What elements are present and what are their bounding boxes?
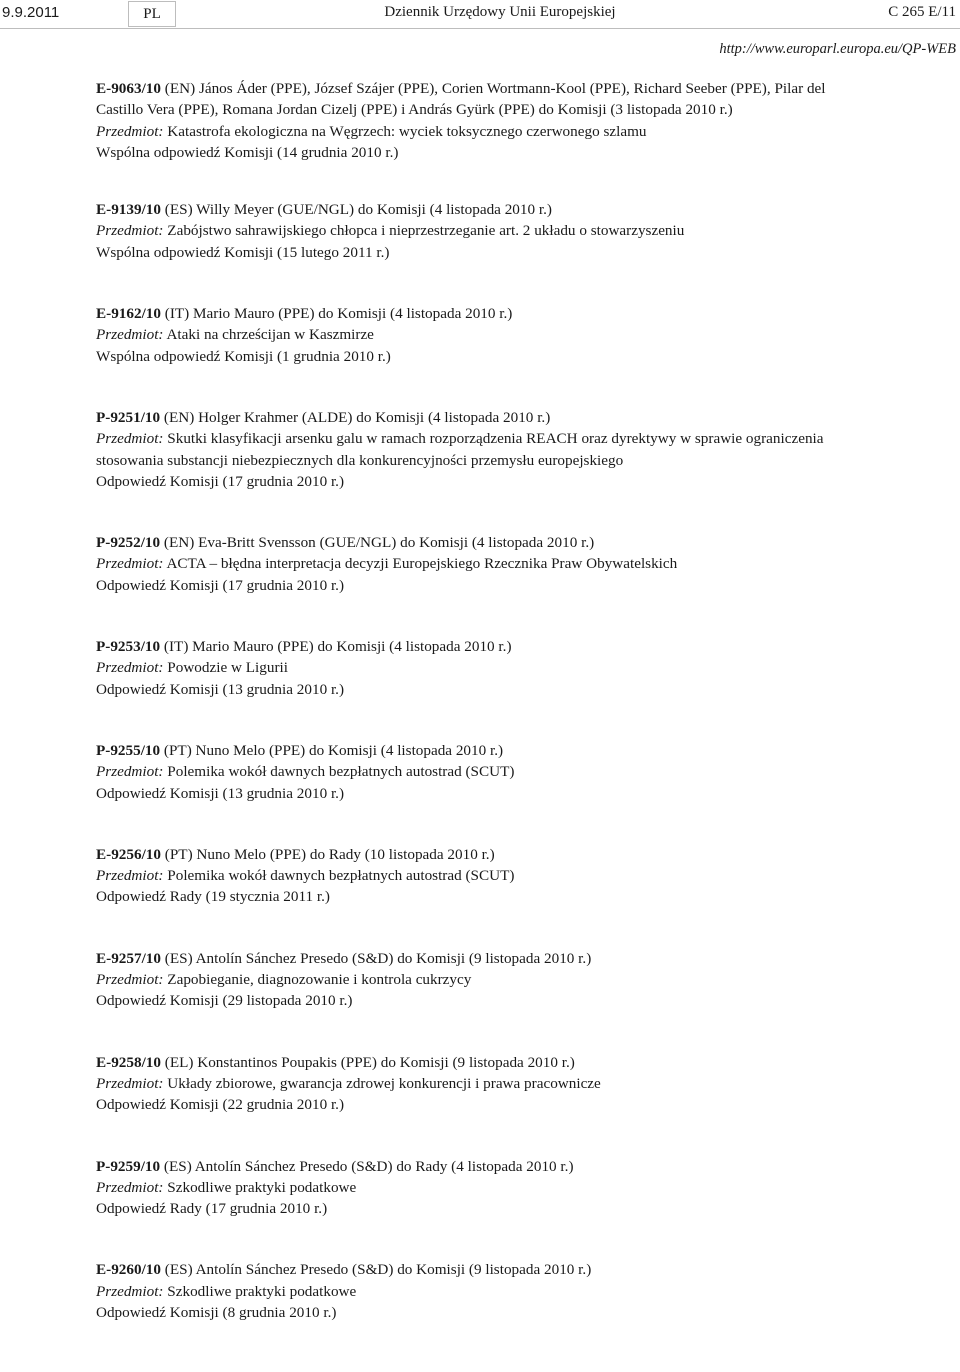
question-entry xyxy=(96,78,856,163)
question-heading xyxy=(96,78,856,121)
question-authors: (ES) Antolín Sánchez Presedo (S&D) do Komisji (9 listopada 2010 r.) xyxy=(160,1261,592,1279)
question-entry xyxy=(96,1259,856,1323)
question-ref: E-9258/10 xyxy=(96,1053,161,1071)
subject-text: Szkodliwe praktyki podatkowe xyxy=(163,1282,357,1300)
subject-text: Układy zbiorowe, gwarancja zdrowej konkurencji i prawa pracownicze xyxy=(163,1074,601,1092)
question-subject xyxy=(96,1073,856,1094)
answer-line: Wspólna odpowiedź Komisji (1 grudnia 2010 r.) xyxy=(96,347,391,365)
answer-line: Odpowiedź Komisji (13 grudnia 2010 r.) xyxy=(96,680,345,698)
answer-line: Wspólna odpowiedź Komisji (15 lutego 2011 r.) xyxy=(96,243,390,261)
question-ref: P-9253/10 xyxy=(96,638,161,656)
subject-text: Skutki klasyfikacji arsenku galu w ramach rozporządzenia REACH oraz dyrektywy w sprawie ograniczenia stosowania substancji niebezpiecznych dla konkurencyjności przemysłu europejskiego xyxy=(96,430,824,469)
subject-label: Przedmiot: xyxy=(96,867,164,885)
question-subject xyxy=(96,324,856,345)
question-subject xyxy=(96,121,856,142)
subject-label: Przedmiot: xyxy=(96,430,164,448)
question-subject xyxy=(96,969,856,990)
question-authors: (EN) János Áder (PPE), József Szájer (PPE), Corien Wortmann-Kool (PPE), Richard Seeber (PPE), Pilar del Castillo Vera (PPE), Romana Jordan Cizelj (PPE) i András Gyürk (PPE) do Komisji (3 listopada 2010 r.) xyxy=(96,80,826,119)
question-ref: E-9162/10 xyxy=(96,305,161,323)
subject-text: Katastrofa ekologiczna na Węgrzech: wyciek toksycznego czerwonego szlamu xyxy=(163,122,647,140)
question-heading xyxy=(96,1156,856,1177)
question-ref: P-9255/10 xyxy=(96,741,161,759)
answer-line: Odpowiedź Rady (17 grudnia 2010 r.) xyxy=(96,1200,328,1218)
question-ref: E-9260/10 xyxy=(96,1261,161,1279)
subject-label: Przedmiot: xyxy=(96,555,164,573)
journal-title: Dziennik Urzędowy Unii Europejskiej xyxy=(384,4,616,20)
question-authors: (IT) Mario Mauro (PPE) do Komisji (4 listopada 2010 r.) xyxy=(160,305,513,323)
question-ref: E-9063/10 xyxy=(96,80,161,97)
question-heading xyxy=(96,844,856,865)
question-entry xyxy=(96,1052,856,1116)
question-subject xyxy=(96,1281,856,1302)
subject-label: Przedmiot: xyxy=(96,1074,164,1092)
question-authors: (EN) Eva-Britt Svensson (GUE/NGL) do Komisji (4 listopada 2010 r.) xyxy=(160,534,595,552)
answer-line: Odpowiedź Komisji (22 grudnia 2010 r.) xyxy=(96,1096,345,1114)
question-ref: E-9257/10 xyxy=(96,949,161,967)
subject-text: Powodzie w Ligurii xyxy=(163,659,288,677)
question-entry xyxy=(96,844,856,908)
question-entry xyxy=(96,1156,856,1220)
page-header xyxy=(0,0,960,30)
question-authors: (EN) Holger Krahmer (ALDE) do Komisji (4 listopada 2010 r.) xyxy=(160,408,551,426)
question-ref: E-9139/10 xyxy=(96,201,161,219)
question-authors: (IT) Mario Mauro (PPE) do Komisji (4 listopada 2010 r.) xyxy=(160,638,512,656)
subject-label: Przedmiot: xyxy=(96,971,164,989)
question-subject xyxy=(96,428,856,471)
question-entry xyxy=(96,199,856,263)
header-rule xyxy=(0,28,960,29)
subject-text: Ataki na chrześcijan w Kaszmirze xyxy=(163,326,374,344)
language-box: PL xyxy=(128,1,176,27)
question-subject xyxy=(96,553,856,574)
publication-date: 9.9.2011 xyxy=(2,4,60,21)
question-entry xyxy=(96,636,856,700)
subject-label: Przedmiot: xyxy=(96,222,164,240)
page-reference: C 265 E/11 xyxy=(888,4,956,20)
subject-label: Przedmiot: xyxy=(96,1178,164,1196)
question-heading xyxy=(96,636,856,657)
subject-text: ACTA – błędna interpretacja decyzji Europejskiego Rzecznika Praw Obywatelskich xyxy=(163,555,678,573)
answer-line: Odpowiedź Komisji (8 grudnia 2010 r.) xyxy=(96,1303,337,1321)
questions-list xyxy=(96,78,856,1363)
question-authors: (EL) Konstantinos Poupakis (PPE) do Komisji (9 listopada 2010 r.) xyxy=(160,1053,575,1071)
subject-text: Zabójstwo sahrawijskiego chłopca i nieprzestrzeganie art. 2 układu o stowarzyszeniu xyxy=(163,222,685,240)
question-entry xyxy=(96,303,856,367)
question-heading xyxy=(96,199,856,220)
subject-text: Polemika wokół dawnych bezpłatnych autostrad (SCUT) xyxy=(163,867,515,885)
question-subject xyxy=(96,657,856,678)
question-heading xyxy=(96,1052,856,1073)
question-authors: (PT) Nuno Melo (PPE) do Komisji (4 listopada 2010 r.) xyxy=(160,741,504,759)
source-url: http://www.europarl.europa.eu/QP-WEB xyxy=(719,41,956,57)
question-ref: P-9251/10 xyxy=(96,408,161,426)
answer-line: Odpowiedź Komisji (29 listopada 2010 r.) xyxy=(96,992,353,1010)
question-authors: (PT) Nuno Melo (PPE) do Rady (10 listopada 2010 r.) xyxy=(160,845,495,863)
question-heading xyxy=(96,948,856,969)
subject-label: Przedmiot: xyxy=(96,122,164,140)
question-authors: (ES) Antolín Sánchez Presedo (S&D) do Komisji (9 listopada 2010 r.) xyxy=(160,949,592,967)
answer-line: Odpowiedź Komisji (17 grudnia 2010 r.) xyxy=(96,576,345,594)
question-authors: (ES) Willy Meyer (GUE/NGL) do Komisji (4 listopada 2010 r.) xyxy=(160,201,552,219)
question-authors: (ES) Antolín Sánchez Presedo (S&D) do Rady (4 listopada 2010 r.) xyxy=(160,1157,574,1175)
answer-line: Odpowiedź Komisji (17 grudnia 2010 r.) xyxy=(96,472,345,490)
question-ref: P-9259/10 xyxy=(96,1157,161,1175)
subject-label: Przedmiot: xyxy=(96,1282,164,1300)
question-entry xyxy=(96,532,856,596)
question-subject xyxy=(96,1177,856,1198)
question-subject xyxy=(96,865,856,886)
question-ref: P-9252/10 xyxy=(96,534,161,552)
question-heading xyxy=(96,303,856,324)
answer-line: Odpowiedź Komisji (13 grudnia 2010 r.) xyxy=(96,784,345,802)
subject-text: Polemika wokół dawnych bezpłatnych autostrad (SCUT) xyxy=(163,763,515,781)
subject-label: Przedmiot: xyxy=(96,326,164,344)
question-subject xyxy=(96,220,856,241)
question-ref: E-9256/10 xyxy=(96,845,161,863)
question-entry xyxy=(96,740,856,804)
question-heading xyxy=(96,1259,856,1280)
question-heading xyxy=(96,740,856,761)
question-entry xyxy=(96,407,856,492)
answer-line: Wspólna odpowiedź Komisji (14 grudnia 2010 r.) xyxy=(96,143,399,161)
subject-text: Szkodliwe praktyki podatkowe xyxy=(163,1178,357,1196)
answer-line: Odpowiedź Rady (19 stycznia 2011 r.) xyxy=(96,888,330,906)
subject-label: Przedmiot: xyxy=(96,763,164,781)
question-entry xyxy=(96,948,856,1012)
subject-text: Zapobieganie, diagnozowanie i kontrola cukrzycy xyxy=(163,971,472,989)
question-heading xyxy=(96,407,856,428)
question-subject xyxy=(96,761,856,782)
question-heading xyxy=(96,532,856,553)
subject-label: Przedmiot: xyxy=(96,659,164,677)
